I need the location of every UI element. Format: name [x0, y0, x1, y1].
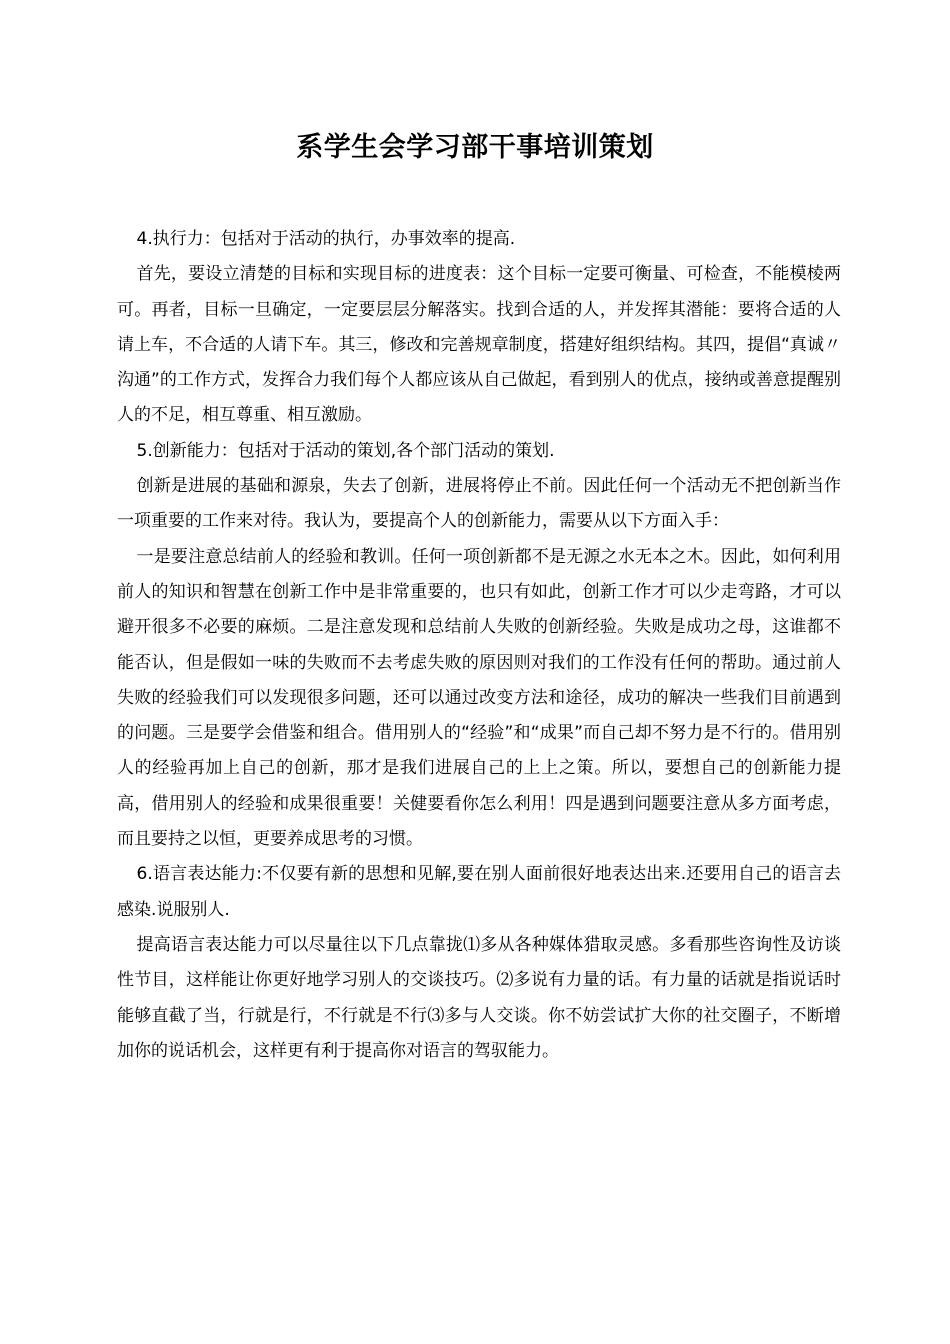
paragraph-innovation-heading: 5.创新能力：包括对于活动的策划,各个部门活动的策划. [136, 440, 555, 461]
document-title: 系学生会学习部干事培训策划 [296, 132, 654, 163]
paragraph-language-heading: 6.语言表达能力:不仅要有新的思想和见解,要在别人面前很好地表达出来.还要用自己的语言去感染.说服别人. [117, 864, 841, 920]
paragraph-execution-heading: 4.执行力：包括对于活动的执行，办事效率的提高. [136, 229, 516, 249]
paragraph-innovation-intro: 创新是进展的基础和源泉，失去了创新，进展将停止不前。因此任何一个活动无不把创新当作一项重要的工作来对待。我认为，要提高个人的创新能力，需要从以下方面入手： [117, 476, 841, 532]
paragraph-innovation-detail: 一是要注意总结前人的经验和教训。任何一项创新都不是无源之水无本之木。因此，如何利用前人的知识和智慧在创新工作中是非常重要的，也只有如此，创新工作才可以少走弯路，才可以避开很多不必要的麻烦。二是注意发现和总结前人失败的创新经验。失败是成功之母，这谁都不能否认，但是假如一味的失败而不去考虑失败的原因则对我们的工作没有任何的帮助。通过前人失败的经验我们可以发现很多问题，还可以通过改变方法和途径，成功的解决一些我们目前遇到的问题。三是要学会借鉴和组合。借用别人的“经验”和“成果”而自己却不努力是不行的。借用别人的经验再加上自己的创新，那才是我们进展自己的上上之策。所以，要想自己的创新能力提高，借用别人的经验和成果很重要！关健要看你怎么利用！四是遇到问题要注意从多方面考虑，而且要持之以恒，更要养成思考的习惯。 [117, 546, 841, 850]
paragraph-language-detail: 提高语言表达能力可以尽量往以下几点靠拢⑴多从各种媒体猎取灵感。多看那些咨询性及访谈性节目，这样能让你更好地学习别人的交谈技巧。⑵多说有力量的话。有力量的话就是指说话时能够直截了当，行就是行，不行就是不行⑶多与人交谈。你不妨尝试扩大你的社交圈子，不断增加你的说话机会，这样更有利于提高你对语言的驾驭能力。 [117, 934, 841, 1061]
document-body [117, 222, 841, 1069]
paragraph-execution-detail: 首先，要设立清楚的目标和实现目标的进度表：这个目标一定要可衡量、可检查，不能模棱两可。再者，目标一旦确定，一定要层层分解落实。找到合适的人，并发挥其潜能：要将合适的人请上车，不合适的人请下车。其三，修改和完善规章制度，搭建好组织结构。其四，提倡“真诚〃沟通”的工作方式，发挥合力我们每个人都应该从自己做起，看到别人的优点，接纳或善意提醒别人的不足，相互尊重、相互激励。 [117, 264, 841, 426]
